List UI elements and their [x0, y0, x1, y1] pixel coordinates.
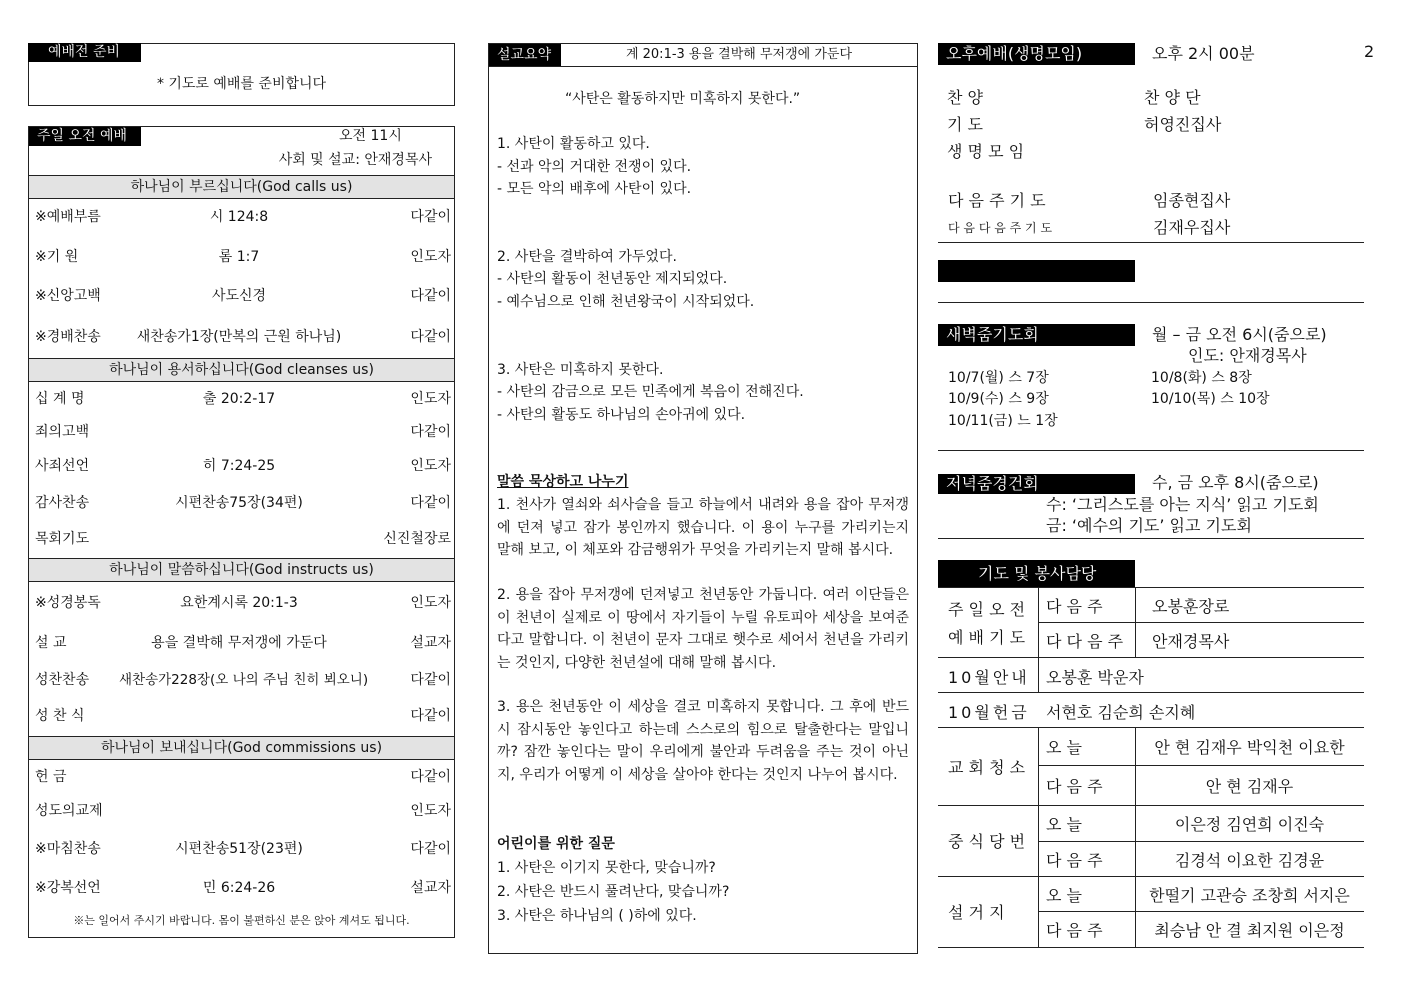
divider [938, 450, 1364, 451]
meditation-title: 말씀 묵상하고 나누기 [497, 474, 629, 490]
meditation-paragraph: 2. 용을 잡아 무저갱에 던져넣고 천년동안 가둡니다. 여러 이단들은 이 천년이 실제로 이 땅에서 자기들이 누릴 유토피아 세상을 보여준다고 말합니다. 이 천년이 문자 그대로 햇수로 세어서 천년을 가리키는 것인지, 다양한 천년설에 대해 말해 봅시다. [497, 587, 909, 671]
divider [1038, 622, 1364, 623]
lunch-label: 중 식 당 번 [948, 832, 1026, 851]
section-heading-commissions: 하나님이 보내십니다(God commissions us) [29, 736, 454, 760]
order-row: ※경배찬송 새찬송가1장(만복의 근원 하나님) 다같이 [35, 329, 451, 345]
today-label: 오 늘 [1046, 886, 1082, 905]
order-row: ※강복선언 민 6:24-26 설교자 [35, 880, 451, 896]
order-row: 헌 금 다같이 [35, 769, 451, 785]
next-next-value: 김재우집사 [1153, 218, 1231, 237]
offering-value: 서현호 김순희 손지혜 [1046, 703, 1196, 722]
order-row: 죄의고백 다같이 [35, 424, 451, 440]
morning-time: 오전 11시 [339, 128, 402, 144]
kids-question: 2. 사탄은 반드시 풀려난다, 맞습니까? [497, 884, 730, 900]
evening-label: 저녁줌경건회 [938, 474, 1135, 494]
standing-note: ※는 일어서 주시기 바랍니다. 몸이 불편하신 분은 앉아 계셔도 됩니다. [73, 914, 410, 927]
order-row: ※성경봉독 요한계시록 20:1-3 인도자 [35, 595, 451, 611]
meditation-paragraph: 3. 용은 천년동안 이 세상을 결코 미혹하지 못합니다. 그 후에 반드시 잠시동안 놓인다고 하는데 스스로의 힘으로 탈출한다는 말입니까? 잠깐 놓인다는 말이 우리에게 불안과 두려움을 주는 것이 아닌지, 우리가 어떻게 이 세상을 살아야 한다는 것인지 나누어 봅시다. [497, 699, 909, 783]
morning-label: 주일 오전 예배 [29, 127, 141, 146]
point-sub: - 사탄의 활동이 천년동안 제지되었다. [497, 271, 728, 287]
point-head: 3. 사탄은 미혹하지 못한다. [497, 362, 664, 378]
next-prayer-label: 다 음 주 기 도 [948, 191, 1046, 210]
redacted-bar [938, 260, 1135, 282]
divider [938, 876, 1364, 877]
order-row: 십 계 명 출 20:2-17 인도자 [35, 391, 451, 407]
afternoon-label: 오후예배(생명모임) [938, 43, 1135, 65]
order-row: 목회기도 신진철장로 [35, 531, 451, 547]
nextnext-value: 안재경목사 [1152, 632, 1230, 651]
divider [1038, 841, 1364, 842]
kids-question: 3. 사탄은 하나님의 ( )하에 있다. [497, 908, 697, 924]
divider [938, 692, 1364, 693]
next-week-label: 다 음 주 [1046, 921, 1103, 940]
morning-leader: 사회 및 설교: 안재경목사 [278, 152, 432, 168]
order-row: 설 교 용을 결박해 무저갱에 가둔다 설교자 [35, 635, 451, 651]
kids-question: 1. 사탄은 이기지 못한다, 맞습니까? [497, 860, 716, 876]
point-sub: - 모든 악의 배후에 사탄이 있다. [497, 181, 692, 197]
divider [1135, 727, 1136, 947]
next-label: 다 음 주 [1046, 597, 1103, 616]
next-value: 오봉훈장로 [1152, 597, 1230, 616]
sermon-quote: “사탄은 활동하지만 미혹하지 못한다.” [565, 91, 801, 107]
today-value: 안 현 김재우 박익천 이요한 [1154, 738, 1345, 757]
order-row: 성도의교제 인도자 [35, 803, 451, 819]
order-row: ※신앙고백 사도신경 다같이 [35, 288, 451, 304]
page-number: 2 [1364, 42, 1375, 61]
divider [1135, 587, 1136, 657]
offering-label: 10월헌금 [948, 703, 1030, 722]
section-heading-calls: 하나님이 부르십니다(God calls us) [29, 175, 454, 199]
dawn-day: 10/11(금) 느 1장 [948, 413, 1058, 429]
afternoon-row-value: 찬 양 단 [1144, 88, 1201, 107]
today-value: 한떨기 고관승 조창희 서지은 [1149, 886, 1350, 905]
evening-line: 수: ‘그리스도를 아는 지식’ 읽고 기도회 [1046, 495, 1319, 514]
point-sub: - 예수님으로 인해 천년왕국이 시작되었다. [497, 294, 755, 310]
divider [938, 657, 1364, 658]
next-week-value: 김경석 이요한 김경윤 [1174, 851, 1325, 870]
divider [938, 947, 1364, 948]
next-prayer-value: 임종현집사 [1153, 191, 1231, 210]
divider [938, 805, 1364, 806]
evening-line: 금: ‘예수의 기도’ 읽고 기도회 [1046, 516, 1252, 535]
order-row: 감사찬송 시편찬송75장(34편) 다같이 [35, 495, 451, 511]
order-row: ※기 원 롬 1:7 인도자 [35, 249, 451, 265]
next-week-label: 다 음 주 [1046, 777, 1103, 796]
next-week-value: 최승남 안 결 최지원 이은정 [1154, 921, 1345, 940]
today-value: 이은정 김연희 이진숙 [1174, 815, 1325, 834]
prayer-label: 예 배 기 도 [948, 628, 1026, 647]
point-sub: - 사탄의 감금으로 모든 민족에게 복음이 전해진다. [497, 384, 804, 400]
today-label: 오 늘 [1046, 815, 1082, 834]
point-head: 1. 사탄이 활동하고 있다. [497, 136, 650, 152]
divider [1038, 765, 1364, 766]
dawn-day: 10/9(수) 스 9장 [948, 391, 1049, 407]
point-head: 2. 사탄을 결박하여 가두었다. [497, 249, 677, 265]
dawn-day: 10/8(화) 스 8장 [1151, 370, 1252, 386]
guide-value: 오봉훈 박운자 [1046, 668, 1144, 687]
divider [938, 727, 1364, 728]
nextnext-label: 다 다 음 주 [1046, 632, 1124, 651]
dishes-label: 설 거 지 [948, 903, 1005, 922]
next-week-value: 안 현 김재우 [1205, 777, 1294, 796]
afternoon-row-value: 허영진집사 [1144, 115, 1222, 134]
prayer-label: 주 일 오 전 [948, 600, 1026, 619]
evening-time: 수, 금 오후 8시(줌으로) [1152, 473, 1319, 492]
dawn-time: 월 – 금 오전 6시(줌으로) [1152, 325, 1327, 344]
prep-text: * 기도로 예배를 준비합니다 [156, 76, 327, 92]
afternoon-row-name: 찬 양 [947, 88, 983, 107]
next-next-label: 다 음 다 음 주 기 도 [948, 221, 1053, 235]
divider [489, 66, 917, 67]
afternoon-row-name: 생 명 모 임 [947, 142, 1025, 161]
divider [1038, 727, 1039, 947]
dawn-label: 새벽줌기도회 [938, 324, 1135, 346]
section-heading-instructs: 하나님이 말씀하십니다(God instructs us) [29, 558, 454, 582]
guide-label: 10월안내 [948, 668, 1030, 687]
divider [1038, 911, 1364, 912]
divider [938, 242, 1364, 243]
meditation-paragraph: 1. 천사가 열쇠와 쇠사슬을 들고 하늘에서 내려와 용을 잡아 무저갱에 던져 넣고 잠가 봉인까지 했습니다. 이 용이 누구를 가리키는지 말해 보고, 이 체포와 감금행위가 무엇을 가리키는지 말해 봅시다. [497, 497, 909, 558]
order-row: 사죄선언 히 7:24-25 인도자 [35, 458, 451, 474]
sermon-label: 설교요약 [489, 44, 561, 66]
divider [938, 538, 1364, 539]
sermon-title: 계 20:1-3 용을 결박해 무저갱에 가둔다 [625, 47, 853, 62]
section-heading-cleanses: 하나님이 용서하십니다(God cleanses us) [29, 358, 454, 382]
order-row: 성 찬 식 다같이 [35, 708, 451, 724]
kids-title: 어린이를 위한 질문 [497, 836, 615, 852]
divider [938, 587, 1364, 588]
point-sub: - 선과 악의 거대한 전쟁이 있다. [497, 159, 692, 175]
duty-table [938, 587, 1364, 949]
prep-label: 예배전 준비 [28, 43, 141, 62]
point-sub: - 사탄의 활동도 하나님의 손아귀에 있다. [497, 407, 746, 423]
next-week-label: 다 음 주 [1046, 851, 1103, 870]
afternoon-row-name: 기 도 [947, 115, 983, 134]
sermon-box [488, 43, 918, 954]
morning-service-box [28, 126, 455, 938]
dawn-day: 10/10(목) 스 10장 [1151, 391, 1270, 407]
duty-label: 기도 및 봉사담당 [938, 560, 1135, 587]
dawn-leader: 인도: 안재경목사 [1188, 346, 1307, 365]
today-label: 오 늘 [1046, 738, 1082, 757]
divider [1038, 587, 1039, 692]
order-row: ※예배부름 시 124:8 다같이 [35, 209, 451, 225]
dawn-day: 10/7(월) 스 7장 [948, 370, 1049, 386]
cleaning-label: 교 회 청 소 [948, 758, 1026, 777]
afternoon-time: 오후 2시 00분 [1152, 44, 1255, 63]
order-row: 성찬찬송 새찬송가228장(오 나의 주님 친히 뵈오니) 다같이 [35, 672, 451, 688]
order-row: ※마침찬송 시편찬송51장(23편) 다같이 [35, 841, 451, 857]
divider [938, 302, 1364, 303]
